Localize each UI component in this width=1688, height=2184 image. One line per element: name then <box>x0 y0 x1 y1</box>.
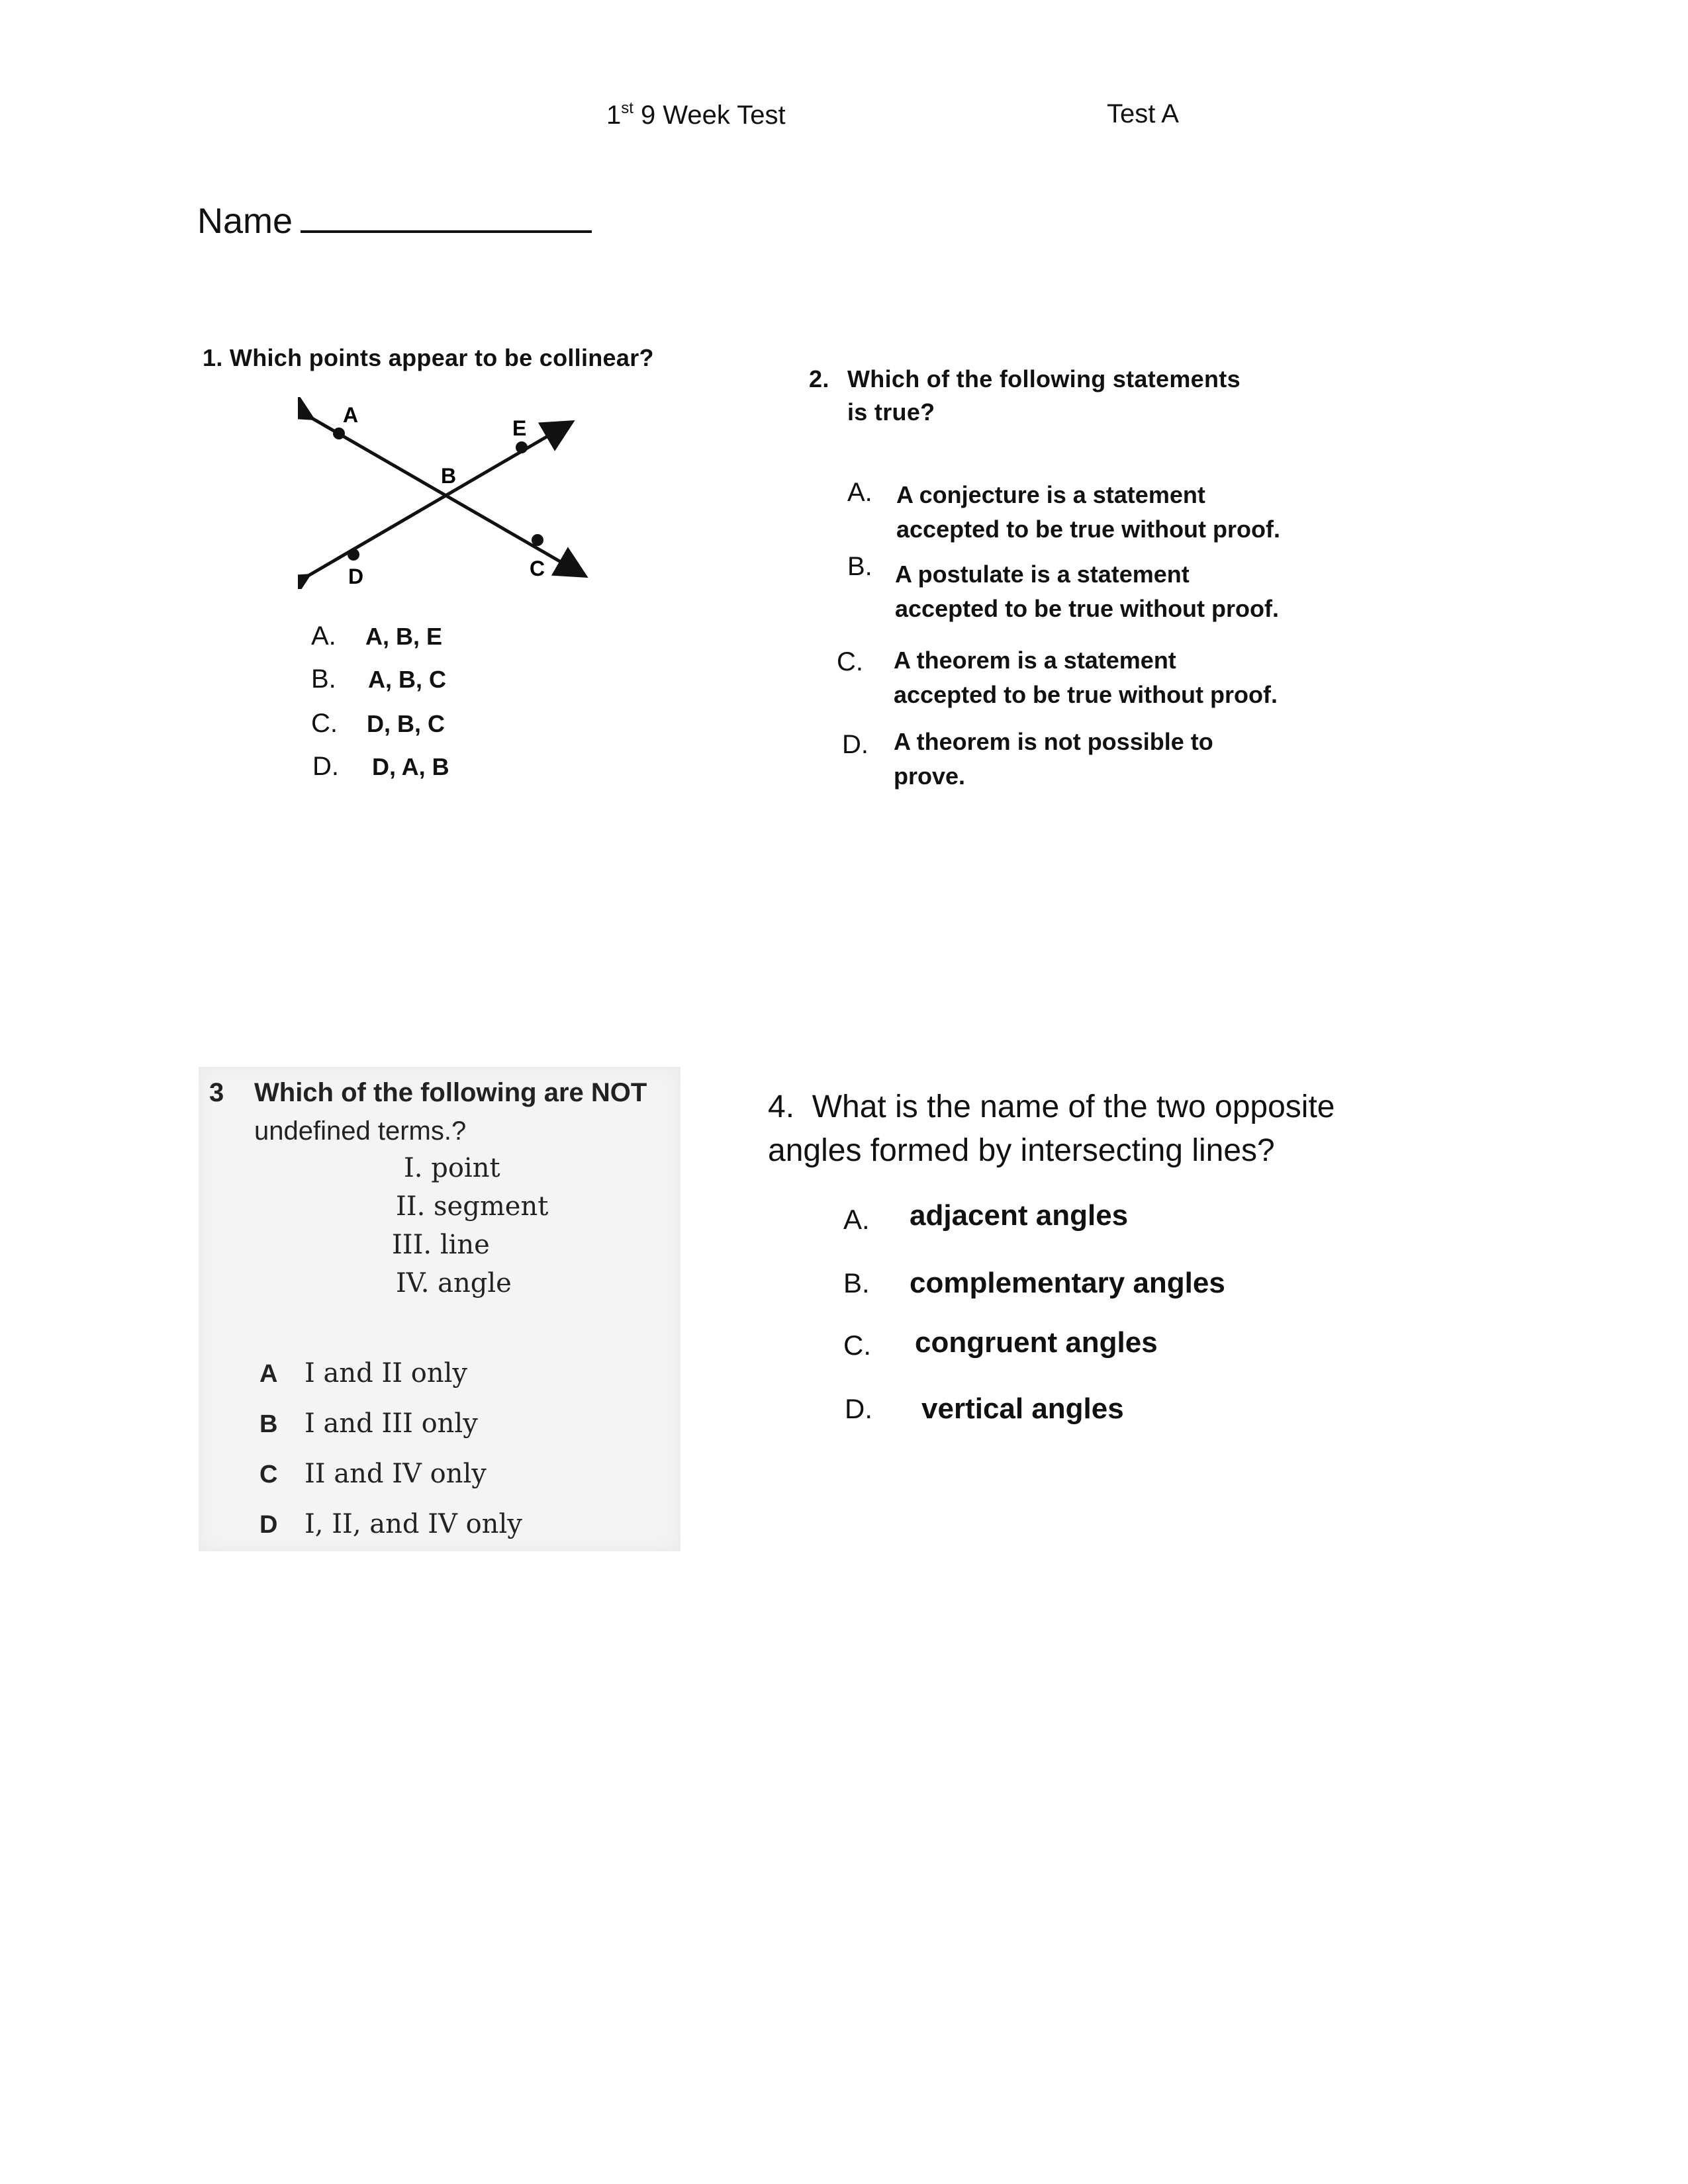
q3-option-c-text: II and IV only <box>305 1459 487 1489</box>
q4-option-c-letter: C. <box>843 1330 871 1361</box>
point-a <box>333 428 345 439</box>
test-title <box>606 99 786 130</box>
q1-question: 1. Which points appear to be collinear? <box>203 344 654 371</box>
point-e <box>516 441 528 453</box>
q1-option-d[interactable] <box>312 750 449 784</box>
q2-question-line2: is true? <box>847 398 935 426</box>
q4-option-d-text: vertical angles <box>921 1392 1124 1425</box>
q3-option-b-letter: B <box>259 1410 278 1438</box>
label-d: D <box>348 565 364 588</box>
q1-option-c-text: D, B, C <box>367 710 445 737</box>
q3-term-4: IV. angle <box>396 1268 512 1298</box>
q4-option-a-letter: A. <box>843 1204 870 1235</box>
q3-option-b[interactable] <box>259 1408 478 1439</box>
label-a: A <box>343 403 359 427</box>
q3-option-a-text: I and II only <box>305 1358 467 1388</box>
q1-option-a-letter: A. <box>311 621 336 651</box>
q3-number: 3 <box>209 1078 224 1107</box>
q1-option-c[interactable] <box>311 707 445 741</box>
q2-question <box>809 363 1241 429</box>
q2-option-d-letter: D. <box>842 730 868 759</box>
line-dbe <box>306 424 569 577</box>
q4-question-line2: angles formed by intersecting lines? <box>768 1133 1275 1168</box>
q3-question-line1: Which of the following are NOT <box>254 1078 647 1107</box>
q4-option-d[interactable] <box>845 1392 1124 1426</box>
q4-option-c-text: congruent angles <box>915 1326 1158 1359</box>
q2-option-b-text: A postulate is a statement accepted to be true without proof. <box>895 561 1280 622</box>
q3-option-c[interactable] <box>259 1459 487 1489</box>
q3-option-d[interactable] <box>259 1509 522 1539</box>
collinear-diagram <box>298 397 602 589</box>
name-underline <box>301 200 592 233</box>
q2-number: 2. <box>809 365 829 392</box>
q4-option-c[interactable] <box>843 1326 1158 1361</box>
q3-term-3: III. line <box>392 1230 490 1260</box>
label-b: B <box>441 464 457 488</box>
q1-option-d-text: D, A, B <box>372 753 449 780</box>
q3-option-d-letter: D <box>259 1511 278 1539</box>
q1-option-d-letter: D. <box>312 752 339 781</box>
q2-option-a-text: A conjecture is a statement accepted to be true without proof. <box>896 481 1281 543</box>
q1-option-b[interactable] <box>311 662 446 697</box>
q3-option-d-text: I, II, and IV only <box>305 1509 522 1539</box>
q4-option-b[interactable] <box>843 1267 1225 1300</box>
q3-question-line2: undefined terms.? <box>254 1116 467 1146</box>
q4-question-line1: 4. What is the name of the two opposite <box>768 1089 1335 1124</box>
name-label: Name <box>197 201 293 241</box>
q4-option-b-text: complementary angles <box>910 1267 1225 1299</box>
q2-option-a-letter: A. <box>847 478 872 507</box>
test-title-number: 1 <box>606 101 622 130</box>
q4-option-a[interactable] <box>843 1199 1128 1236</box>
label-e: E <box>512 416 527 440</box>
q3-option-a-letter: A <box>259 1360 278 1388</box>
q4-question <box>768 1085 1335 1173</box>
q1-option-b-text: A, B, C <box>368 666 447 693</box>
q2-option-b-letter: B. <box>847 552 872 581</box>
name-field <box>197 200 592 242</box>
test-title-superscript: st <box>621 99 633 117</box>
point-d <box>348 549 359 561</box>
q4-option-b-letter: B. <box>843 1267 870 1298</box>
q2-question-line1: Which of the following statements <box>847 365 1241 392</box>
test-version: Test A <box>1107 99 1179 128</box>
q2-option-c-text: A theorem is a statement accepted to be true without proof. <box>894 647 1278 708</box>
q4-option-d-letter: D. <box>845 1393 872 1424</box>
q1-option-a[interactable] <box>311 619 442 654</box>
q3-option-b-text: I and III only <box>305 1408 478 1439</box>
q3-option-c-letter: C <box>259 1461 278 1488</box>
point-c <box>532 534 543 546</box>
q1-option-c-letter: C. <box>311 709 338 738</box>
q3-option-a[interactable] <box>259 1358 467 1388</box>
q3-term-1: I. point <box>404 1153 500 1183</box>
q4-option-a-text: adjacent angles <box>910 1199 1129 1232</box>
label-c: C <box>530 557 545 580</box>
q1-option-b-letter: B. <box>311 664 336 694</box>
q2-option-c-letter: C. <box>837 647 863 676</box>
test-title-text: 9 Week Test <box>633 101 786 130</box>
q3-term-2: II. segment <box>396 1191 549 1222</box>
q2-option-d-text: A theorem is not possible to prove. <box>894 728 1213 790</box>
q3-question <box>209 1073 647 1150</box>
q1-option-a-text: A, B, E <box>365 623 443 650</box>
